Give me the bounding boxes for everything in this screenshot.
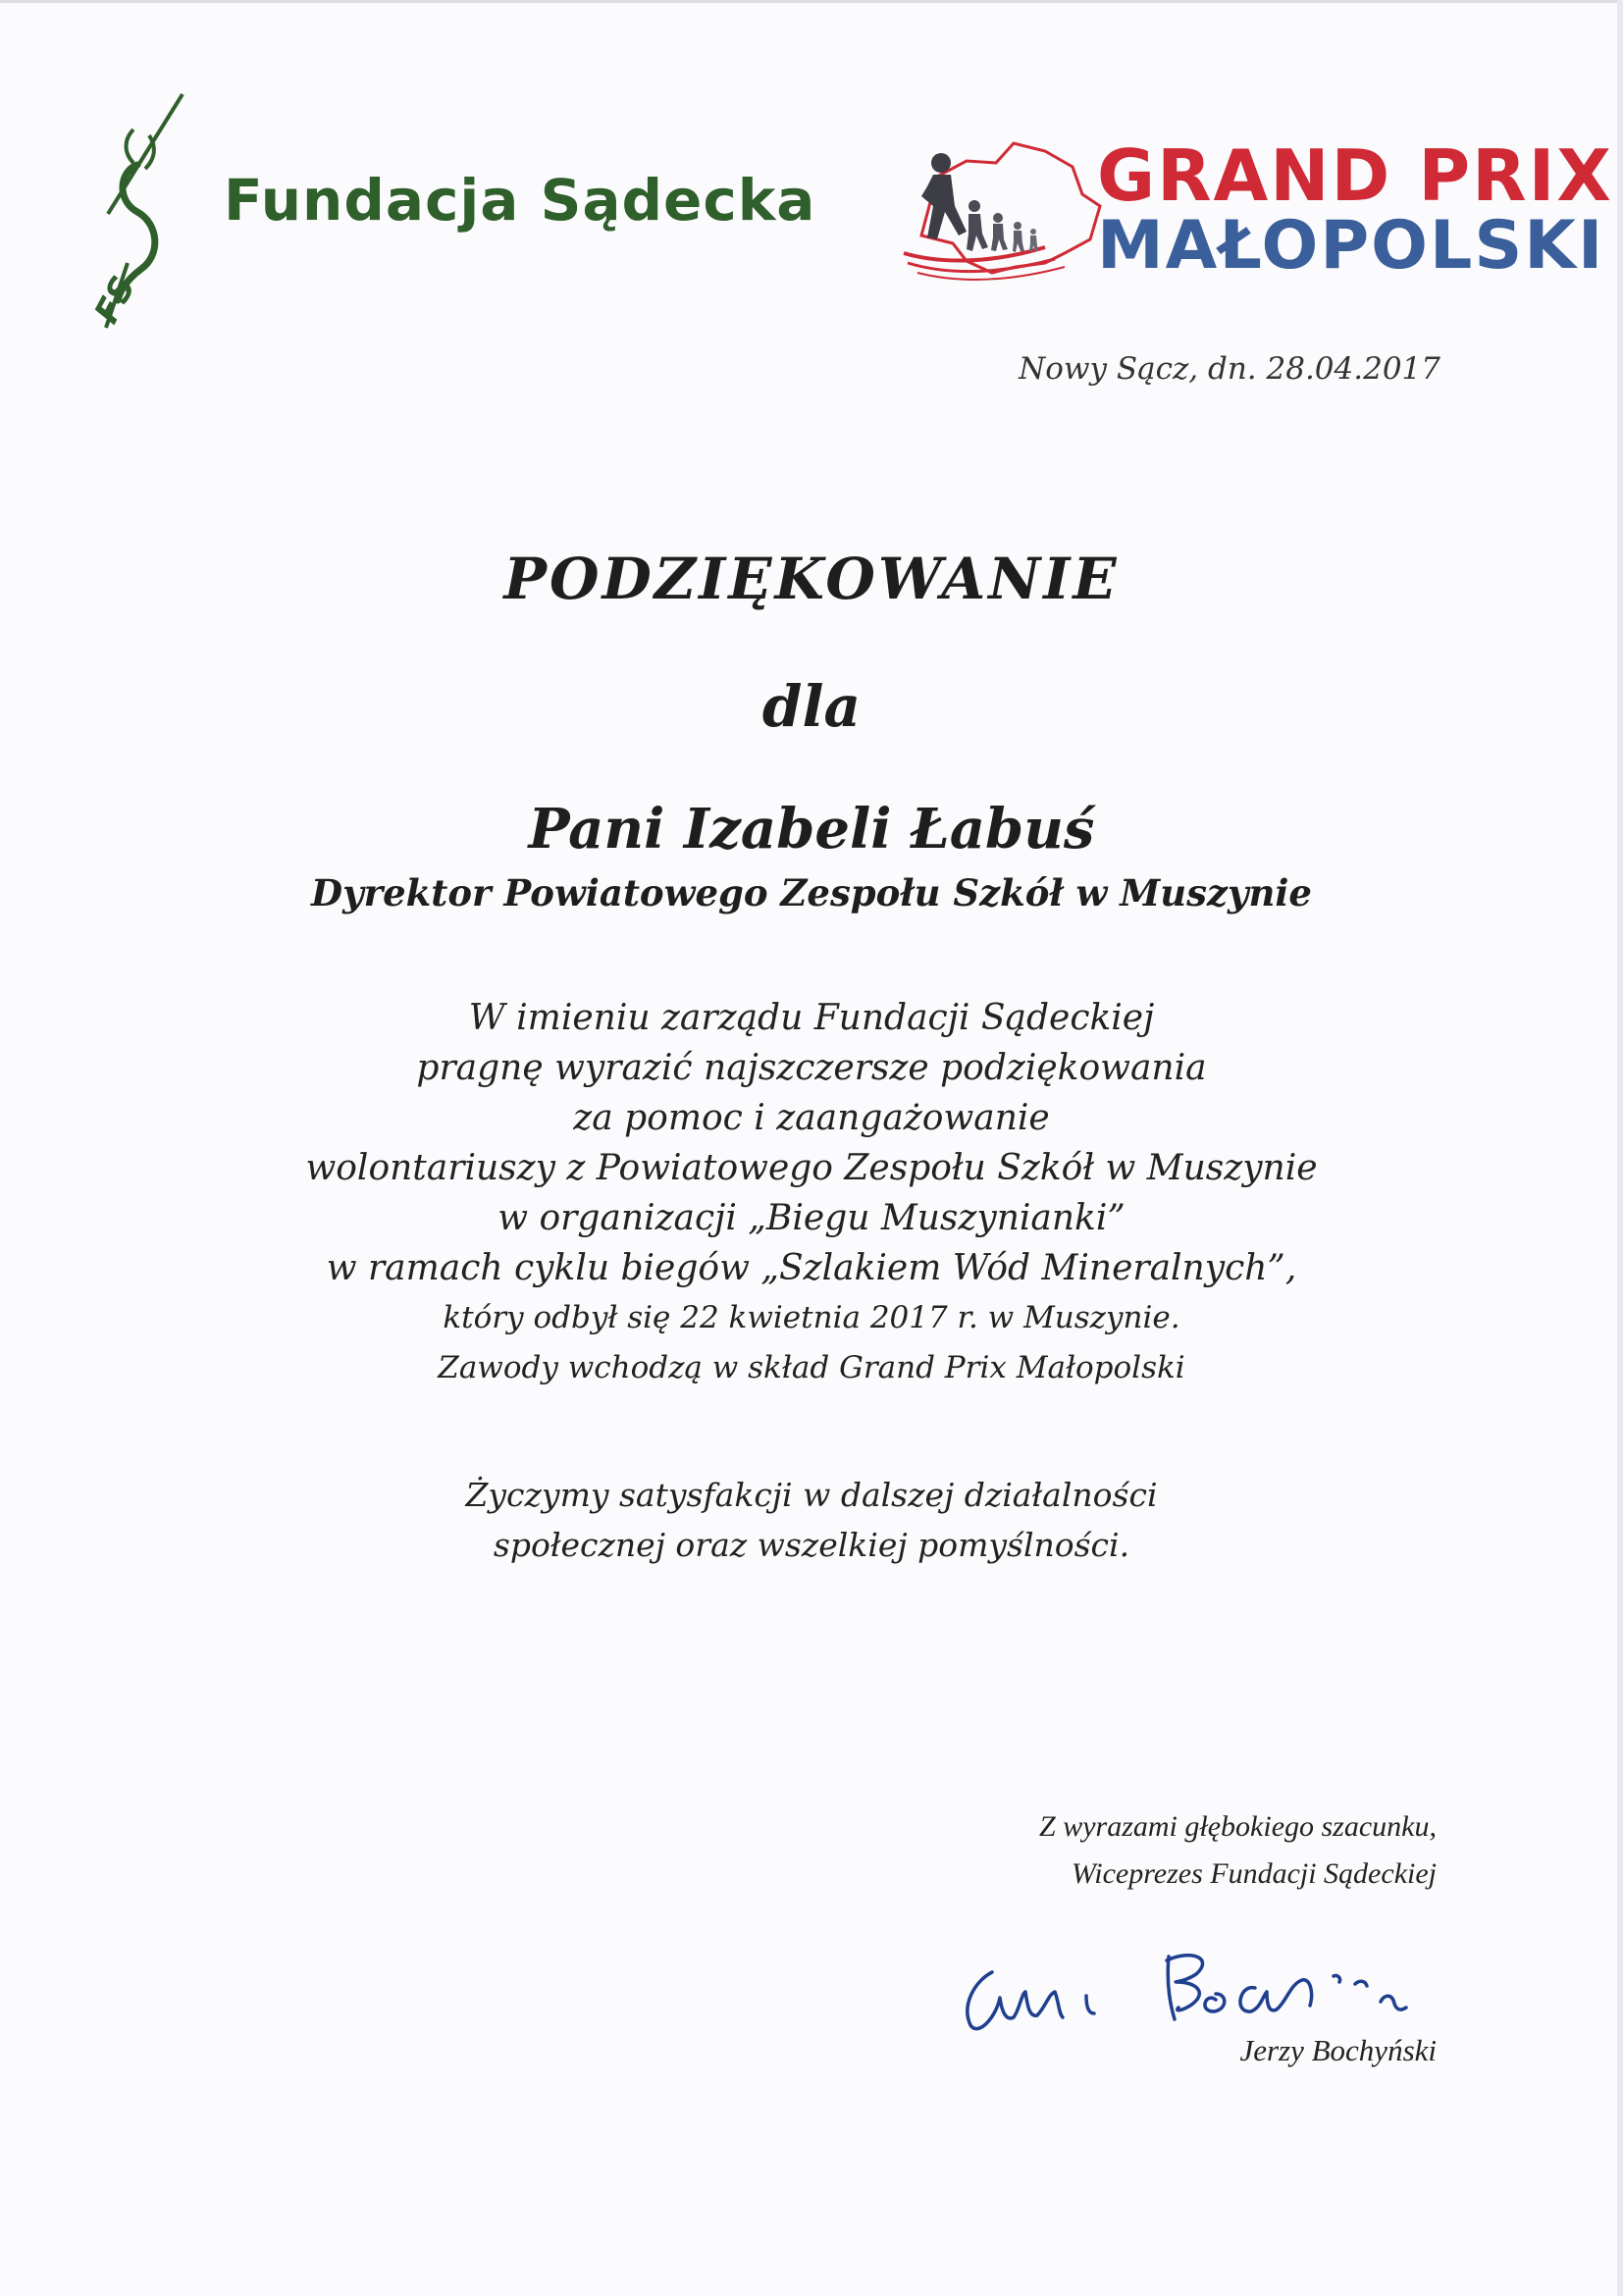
handwritten-signature — [957, 1923, 1506, 2041]
body-line: Zawody wchodzą w skład Grand Prix Małopolski — [438, 1350, 1185, 1385]
closing-line: Z wyrazami głębokiego szacunku, — [1039, 1810, 1437, 1843]
document-title: PODZIĘKOWANIE — [503, 546, 1120, 612]
body-line: pragnę wyrazić najszczersze podziękowania — [416, 1048, 1207, 1088]
grand-prix-region: MAŁOPOLSKI — [1097, 207, 1605, 285]
scan-edge-top — [0, 0, 1623, 3]
wishes-paragraph — [0, 1470, 1623, 1570]
recipient-name: Pani Izabeli Łabuś — [528, 797, 1095, 861]
thanks-body — [0, 993, 1623, 1393]
signer-name: Jerzy Bochyński — [1239, 2033, 1437, 2067]
body-line: za pomoc i zaangażowanie — [573, 1098, 1050, 1138]
wheat-stalk-icon — [86, 90, 186, 336]
body-line: który odbył się 22 kwietnia 2017 r. w Muszynie. — [443, 1300, 1180, 1335]
wishes-line: społecznej oraz wszelkiej pomyślności. — [493, 1526, 1130, 1564]
for-word: dla — [761, 673, 862, 740]
runners-map-icon — [898, 137, 1104, 285]
grand-prix-title: GRAND PRIX — [1097, 134, 1613, 217]
body-line: w ramach cyklu biegów „Szlakiem Wód Mineralnych”, — [326, 1248, 1297, 1288]
date-line: Nowy Sącz, dn. 28.04.2017 — [1019, 351, 1440, 387]
closing-block — [1039, 1803, 1437, 1898]
body-line: w organizacji „Biegu Muszynianki” — [497, 1198, 1126, 1238]
wishes-line: Życzymy satysfakcji w dalszej działalności — [465, 1476, 1158, 1514]
body-line: wolontariuszy z Powiatowego Zespołu Szkół w Muszynie — [305, 1148, 1318, 1188]
recipient-role: Dyrektor Powiatowego Zespołu Szkół w Muszynie — [311, 871, 1312, 914]
svg-text:FS: FS — [86, 270, 144, 331]
body-line: W imieniu zarządu Fundacji Sądeckiej — [468, 998, 1155, 1038]
closing-line: Wiceprezes Fundacji Sądeckiej — [1071, 1857, 1437, 1890]
foundation-name: Fundacja Sądecka — [224, 167, 816, 234]
